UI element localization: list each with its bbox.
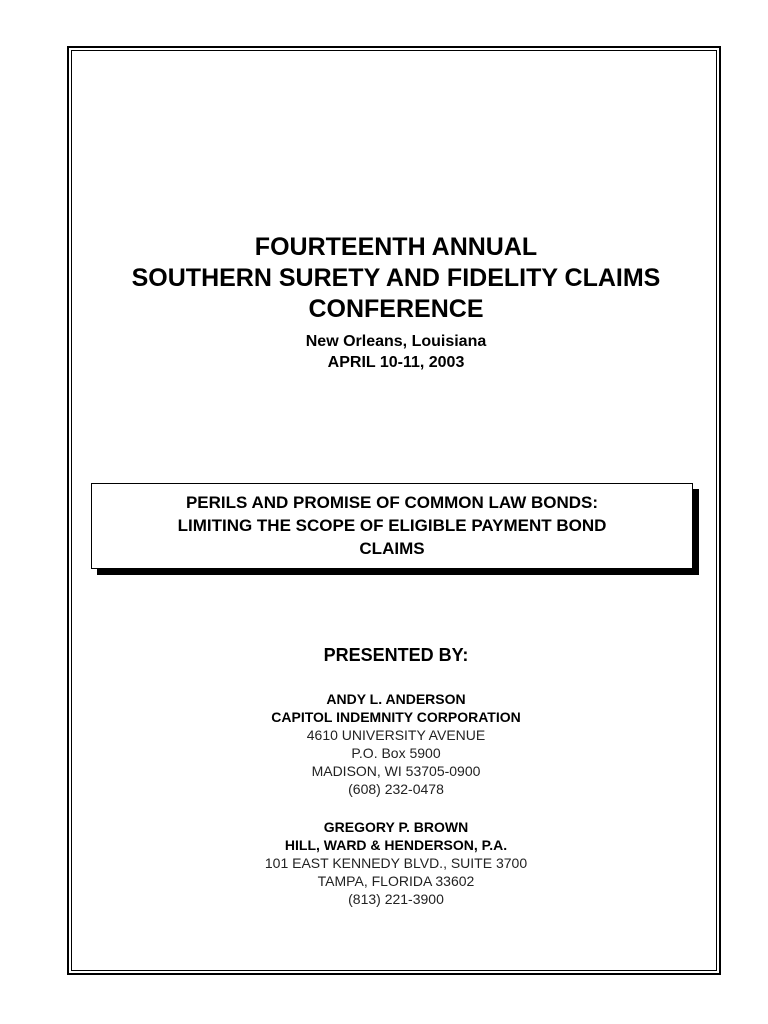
presenter-block — [71, 818, 721, 908]
topic-box — [91, 483, 693, 569]
conference-location: New Orleans, Louisiana — [305, 333, 487, 350]
conference-title-line: CONFERENCE — [308, 295, 484, 323]
presenter-organization: HILL, WARD & HENDERSON, P.A. — [284, 837, 508, 853]
conference-title-line: FOURTEENTH ANNUAL — [254, 233, 538, 261]
presenter-address-line: 4610 UNIVERSITY AVENUE — [306, 727, 486, 743]
conference-dates: APRIL 10-11, 2003 — [327, 354, 465, 371]
conference-title-line: SOUTHERN SURETY AND FIDELITY CLAIMS — [131, 264, 661, 292]
presenter-name: ANDY L. ANDERSON — [326, 691, 466, 707]
presenter-address-line: MADISON, WI 53705-0900 — [311, 763, 481, 779]
presenter-address-line: 101 EAST KENNEDY BLVD., SUITE 3700 — [264, 855, 528, 871]
topic-line: CLAIMS — [359, 539, 425, 558]
topic-line: LIMITING THE SCOPE OF ELIGIBLE PAYMENT BOND — [177, 516, 607, 535]
conference-title — [71, 232, 721, 325]
presenter-organization: CAPITOL INDEMNITY CORPORATION — [271, 709, 521, 725]
presenter-phone: (813) 221-3900 — [348, 891, 444, 907]
topic-line: PERILS AND PROMISE OF COMMON LAW BONDS: — [185, 493, 599, 512]
presenter-block — [71, 690, 721, 798]
presenter-phone: (608) 232-0478 — [348, 781, 444, 797]
presenter-name: GREGORY P. BROWN — [323, 819, 469, 835]
presenter-address-line: TAMPA, FLORIDA 33602 — [317, 873, 475, 889]
presenter-address-line: P.O. Box 5900 — [351, 745, 441, 761]
presented-by-heading: PRESENTED BY: — [323, 645, 469, 665]
conference-location-block — [71, 331, 721, 373]
